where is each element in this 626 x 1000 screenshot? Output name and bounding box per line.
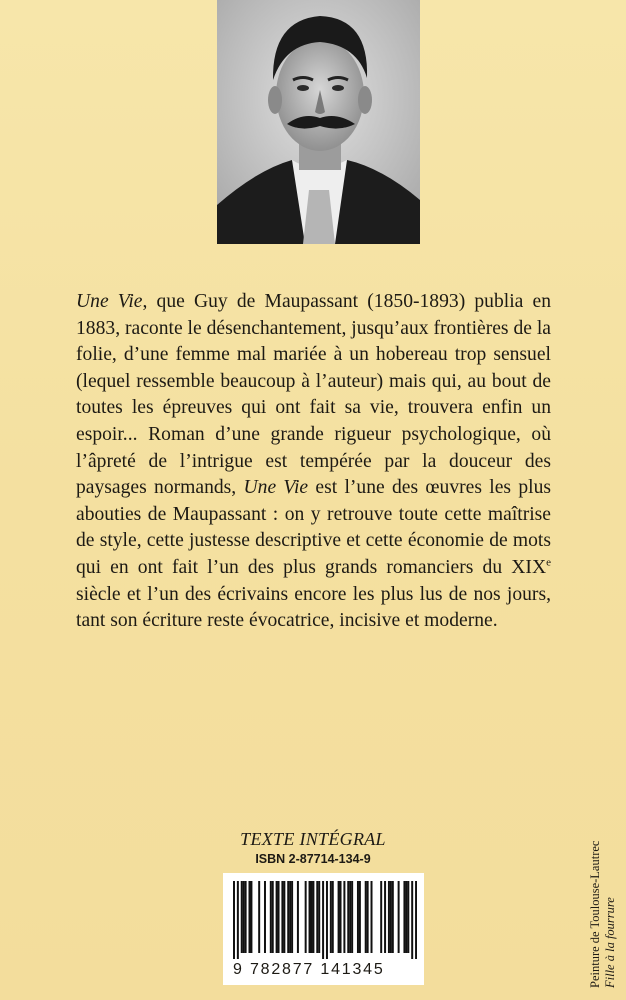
barcode-bar (415, 881, 417, 959)
barcode-bar (278, 881, 280, 953)
credit-painter: Peinture de Toulouse-Lautrec (588, 840, 602, 988)
book-title-italic: Une Vie (243, 477, 309, 499)
barcode-bar (390, 881, 392, 953)
barcode-bar (405, 881, 407, 953)
barcode-bar (365, 881, 367, 953)
barcode-bar (330, 881, 332, 953)
barcode-bar (243, 881, 245, 953)
barcode-bar (241, 881, 243, 953)
barcode-bar (289, 881, 291, 953)
author-portrait-photo (217, 0, 420, 244)
barcode-bar (248, 881, 250, 953)
barcode-bar (237, 881, 239, 959)
barcode-bar (392, 881, 394, 953)
barcode (223, 873, 424, 985)
barcode-bar (384, 881, 386, 953)
barcode-bar (283, 881, 285, 953)
barcode-bar (340, 881, 342, 953)
barcode-bars-icon (233, 881, 417, 959)
barcode-bar (343, 881, 345, 953)
summary-text-part-1: , que Guy de Maupassant (1850-1893) publia en 1883, raconte le désenchantement, jusqu’aux frontières de la folie, d’une femme mal mariée à un hobereau trop sensuel (lequel ressemble beaucoup à l’auteur) mais qui, au bout de toutes les épreuves qui ont fait sa vie, trouvera enfin un espoir... Roman d’une grande rigueur psychologique, où l’âpreté de l’intrigue est tempérée par la douceur des paysages normands, (76, 291, 552, 499)
portrait-illustration (217, 0, 420, 244)
barcode-bar (281, 881, 283, 953)
summary-text-part-3: siècle et l’un des écrivains encore les plus lus de nos jours, tant son écriture reste évocatrice, incisive et moderne. (76, 583, 551, 632)
barcode-bar (347, 881, 349, 953)
credit-painting-title: Fille à la fourrure (603, 897, 617, 988)
barcode-bar (316, 881, 318, 953)
barcode-bar (291, 881, 293, 953)
barcode-bar (264, 881, 266, 953)
barcode-bar (233, 881, 235, 959)
barcode-bar (326, 881, 328, 959)
barcode-bar (332, 881, 334, 953)
barcode-bar (367, 881, 369, 953)
barcode-bar (338, 881, 340, 953)
barcode-bar (312, 881, 314, 953)
isbn-number: ISBN 2-87714-134-9 (255, 852, 371, 866)
barcode-bar (276, 881, 278, 953)
barcode-bar (398, 881, 400, 953)
barcode-bar (270, 881, 272, 953)
barcode-bar (318, 881, 320, 953)
barcode-bar (380, 881, 382, 953)
barcode-bar (250, 881, 252, 953)
book-title-italic: Une Vie (76, 291, 143, 312)
barcode-bar (287, 881, 289, 953)
barcode-bar (258, 881, 260, 953)
barcode-bar (388, 881, 390, 953)
barcode-bar (310, 881, 312, 953)
barcode-bar (351, 881, 353, 953)
cover-art-credit (588, 841, 618, 988)
barcode-bar (407, 881, 409, 953)
barcode-bar (403, 881, 405, 953)
barcode-bar (272, 881, 274, 953)
barcode-bar (359, 881, 361, 953)
book-summary (76, 289, 551, 635)
barcode-bar (371, 881, 373, 953)
barcode-bar (349, 881, 351, 953)
barcode-bar (322, 881, 324, 959)
barcode-bar (411, 881, 413, 959)
summary-text-part-2: est l’une des œuvres les plus abouties de Maupassant : on y retrouve toute cette maîtrise de style, cette justesse descriptive et cette économie de mots qui en ont fait l’un des plus grands romanciers du XIX (76, 477, 552, 578)
barcode-digits: 9 782877 141345 (233, 961, 385, 978)
barcode-bar (297, 881, 299, 953)
barcode-bar (305, 881, 307, 953)
barcode-bar (309, 881, 311, 953)
century-superscript: e (546, 556, 551, 569)
barcode-bar (245, 881, 247, 953)
edition-label: TEXTE INTÉGRAL (240, 829, 386, 849)
barcode-bar (357, 881, 359, 953)
